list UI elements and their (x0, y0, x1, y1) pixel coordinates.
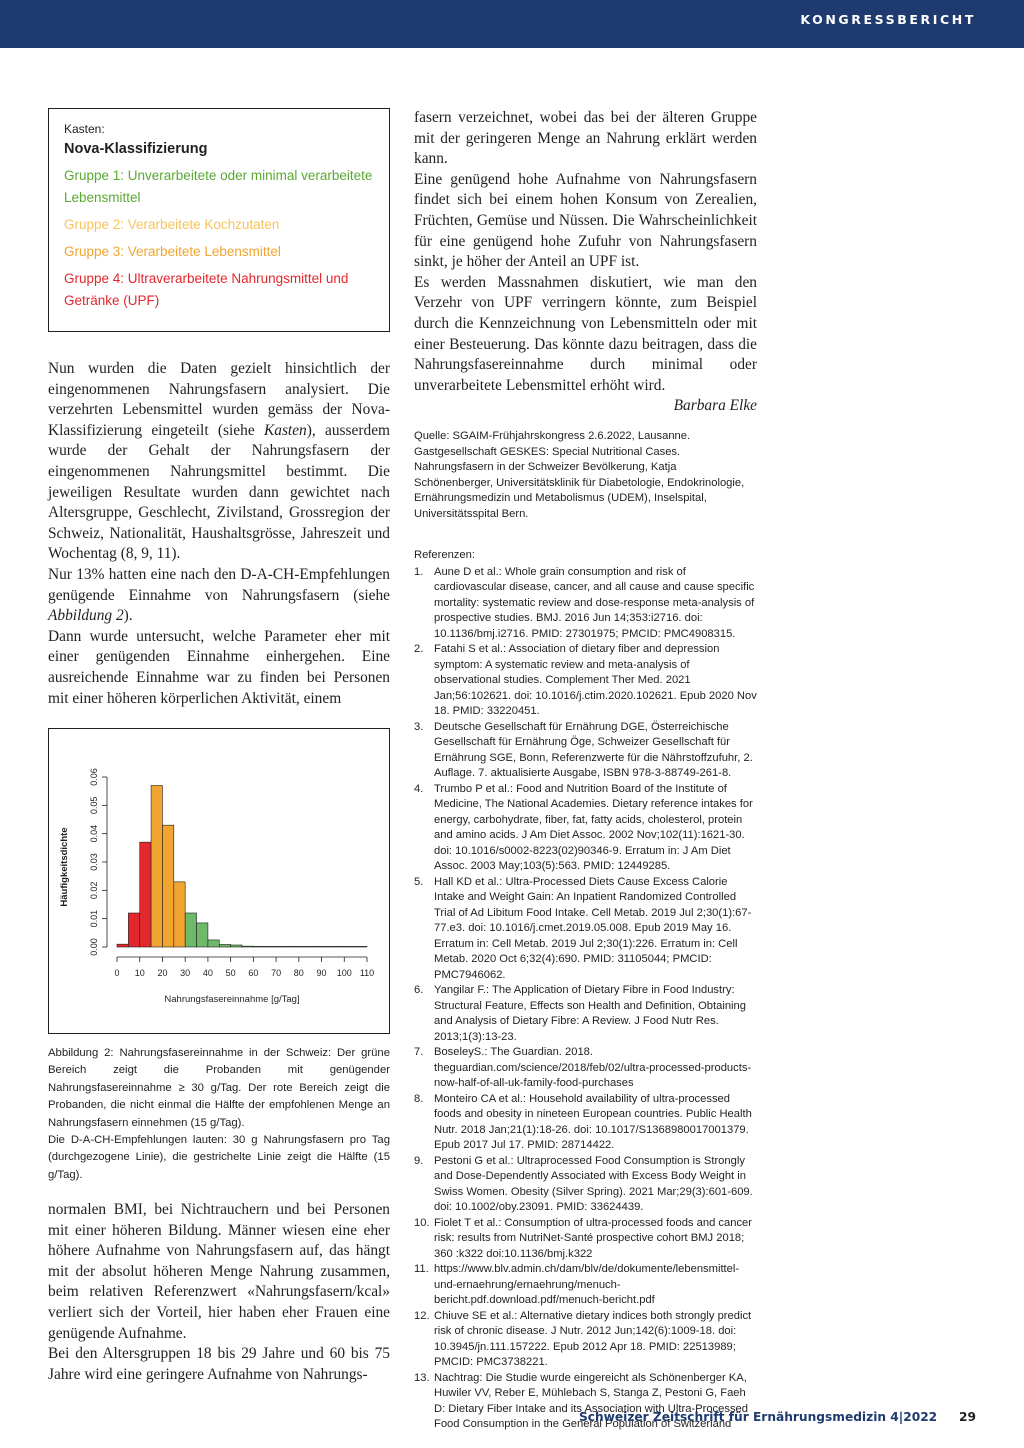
x-tick-label: 50 (225, 968, 236, 978)
x-tick-label: 30 (180, 968, 191, 978)
y-axis-title: Häufigkeitsdichte (59, 827, 70, 907)
reference-text: Nachtrag: Die Studie wurde eingereicht als Schönenberger KA, Huwiler VV, Reber E, Mühlebach S, Stanga Z, Pestoni G, Faeh D: Dietary Fiber Intake and its Association with Ultra-Processed Food Consumption in the General Population of Switzerland (434, 1371, 748, 1431)
x-tick-label: 0 (114, 968, 120, 978)
references-heading: Referenzen: (414, 549, 475, 562)
histogram-bar (276, 946, 287, 947)
reference-text: Deutsche Gesellschaft für Ernährung DGE, Österreichische Gesellschaft für Ernährung Öge, Schweizer Gesellschaft für Ernährung SGE, Bonn, Referenzwerte für die Nährstoffzufuhr, 2. Auflage. 7. aktualisierte Ausgabe, ISBN 978-3-88749-261-8. (434, 720, 753, 780)
histogram-bar (208, 940, 219, 947)
histogram-chart (49, 729, 389, 1033)
y-tick-label: 0.03 (89, 853, 99, 871)
histogram-bar (117, 944, 128, 947)
y-tick-label: 0.00 (89, 938, 99, 956)
reference-item (414, 1262, 757, 1309)
right-column (414, 108, 757, 1433)
histogram-bar (151, 786, 162, 948)
box-reference: Kasten (263, 421, 307, 439)
y-tick-label: 0.01 (89, 909, 99, 928)
y-tick-label: 0.06 (89, 768, 99, 786)
histogram-bar (185, 913, 196, 947)
nova-group-2: Gruppe 2: Verarbeitete Kochzutaten (64, 217, 280, 232)
reference-item (414, 1216, 757, 1263)
reference-number: 11. (414, 1263, 429, 1276)
histogram-bar (265, 946, 276, 947)
histogram-bar (310, 946, 321, 947)
paragraph: Nun wurden die Daten gezielt hinsichtlich der eingenommenen Nahrungsfasern analysiert. Die verzehrten Lebensmittel wurden gemäss der Nova-Klassifizierung eingeteilt (siehe Kasten), ausserdem wurde der Gehalt der Nahrungsfasern der eingenommenen Nahrungsmittel bestimmt. Die jeweiligen Resultate wurden dann gewichtet nach Altersgruppe, Geschlecht, Zivilstand, Grossregion der Schweiz, Nationalität, Haushaltsgrösse, Jahreszeit und Wochentag (8, 9, 11). (48, 360, 390, 563)
box-title: Nova-Klassifizierung (64, 141, 208, 157)
histogram-bar (162, 825, 173, 947)
right-body-text (414, 108, 757, 417)
histogram-bar (174, 882, 185, 947)
paragraph: Nur 13% hatten eine nach den D-A-CH-Empfehlungen genügende Einnahme von Nahrungsfasern (siehe Abbildung 2). (48, 565, 390, 625)
reference-item (414, 875, 757, 984)
nova-info-box (48, 108, 390, 332)
nova-group-4: Gruppe 4: Ultraverarbeitete Nahrungsmittel und Getränke (UPF) (64, 271, 349, 308)
reference-number: 12. (414, 1309, 430, 1322)
reference-number: 7. (414, 1046, 424, 1059)
reference-item (414, 642, 757, 720)
reference-number: 10. (414, 1216, 430, 1229)
reference-number: 9. (414, 1154, 424, 1167)
nova-group-3: Gruppe 3: Verarbeitete Lebensmittel (64, 244, 281, 259)
x-tick-label: 40 (202, 968, 213, 978)
reference-number: 5. (414, 875, 424, 888)
reference-text: Fiolet T et al.: Consumption of ultra-processed foods and cancer risk: results from NutriNet-Santé prospective cohort BMJ 2018; 360 :k322 doi:10.1136/bmj.k322 (434, 1216, 752, 1260)
journal-name: Schweizer Zeitschrift für Ernährungsmedizin 4|2022 (578, 1410, 938, 1424)
histogram-bar (287, 946, 298, 947)
figure-caption-text: Abbildung 2: Nahrungsfasereinnahme in der Schweiz: Der grüne Bereich zeigt die Probanden mit genügender Nahrungsfasereinnahme ≥ 30 g/Tag. Der rote Bereich zeigt die Probanden, die nicht einmal die Hälfte der empfohlenen Menge an Nahrungsfasern einnehmen (15 g/Tag). (48, 1047, 390, 1129)
header-bar (0, 0, 1024, 48)
figure-reference: Abbildung 2 (48, 607, 124, 625)
histogram-bar (128, 913, 139, 947)
reference-number: 6. (414, 984, 424, 997)
box-caption: Kasten: (64, 122, 105, 136)
x-tick-label: 70 (271, 968, 282, 978)
reference-text: https://www.blv.admin.ch/dam/blv/de/dokumente/lebensmittel-und-ernaehrung/ernaehrung/menuch-bericht.pdf.download.pdf/menuch-bericht.pdf (434, 1263, 740, 1307)
reference-number: 4. (414, 782, 424, 795)
left-column (48, 108, 390, 711)
histogram-figure (48, 728, 390, 1034)
reference-text: BoseleyS.: The Guardian. 2018. theguardian.com/science/2018/feb/02/ultra-processed-products-now-half-of-all-uk-family-food-purchases (434, 1046, 752, 1090)
left-body-text-top (48, 359, 390, 711)
paragraph: fasern verzeichnet, wobei das bei der älteren Gruppe mit der geringeren Menge an Nahrung erklärt werden kann. (414, 109, 757, 168)
histogram-bar (253, 946, 264, 947)
figure-caption (48, 1045, 390, 1184)
histogram-bar (231, 945, 242, 947)
reference-item (414, 1309, 757, 1371)
paragraph: normalen BMI, bei Nichtrauchern und bei Personen mit einer höheren Bildung. Männer wiesen eine eher höhere Aufnahme von Nahrungsfasern auf, das hängt mit der absolut höheren Menge Nahrung zusammen, beim relativen Referenzwert «Nahrungsfasern/kcal» verliert sich der Vorteil, hier haben eher Frauen eine genügende Aufnahme. (48, 1201, 390, 1342)
histogram-bar (333, 946, 344, 947)
histogram-bar (242, 946, 253, 947)
x-tick-label: 10 (134, 968, 145, 978)
x-tick-label: 90 (316, 968, 327, 978)
nova-group-list (64, 165, 374, 312)
section-label: KONGRESSBERICHT (800, 12, 976, 27)
x-tick-label: 20 (157, 968, 168, 978)
reference-item (414, 782, 757, 875)
y-tick-label: 0.04 (89, 824, 99, 843)
reference-item (414, 1092, 757, 1154)
reference-list (414, 548, 757, 1433)
reference-number: 8. (414, 1092, 424, 1105)
reference-item (414, 983, 757, 1045)
y-tick-label: 0.02 (89, 881, 99, 900)
histogram-bar (219, 944, 230, 947)
reference-number: 1. (414, 565, 424, 578)
source-note: Quelle: SGAIM-Frühjahrskongress 2.6.2022, Lausanne. Gastgesellschaft GESKES: Special Nutritional Cases. Nahrungsfasern in der Schweizer Bevölkerung, Katja Schönenberger, Universitätsklinik für Diabetologie, Endokrinologie, Ernährungsmedizin und Metabolismus (UDEM), Inselspital, Universitätsspital Bern. (414, 429, 745, 520)
author-signature: Barbara Elke (673, 397, 757, 415)
reference-item (414, 1154, 757, 1216)
histogram-bar (344, 946, 355, 947)
reference-text: Pestoni G et al.: Ultraprocessed Food Consumption is Strongly and Dose-Dependently Associated with Excess Body Weight in Swiss Women. Obesity (Silver Spring). 2021 Mar;29(3):601-609. doi: 10.1002/oby.23091. PMID: 33624439. (434, 1154, 753, 1214)
histogram-bar (140, 842, 151, 947)
histogram-bar (356, 946, 367, 947)
x-tick-label: 100 (336, 968, 352, 978)
y-tick-label: 0.05 (89, 796, 99, 815)
reference-text: Fatahi S et al.: Association of dietary fiber and depression symptom: A systematic review and meta-analysis of observational studies. Complement Ther Med. 2021 Jan;56:102621. doi: 10.1016/j.ctim.2020.102621. Epub 2020 Nov 18. PMID: 33220451. (434, 643, 757, 718)
figure-caption-text: Die D-A-CH-Empfehlungen lauten: 30 g Nahrungsfasern pro Tag (durchgezogene Linie), die gestrichelte Linie zeigt die Hälfte (15 g/Tag). (48, 1134, 390, 1181)
reference-text: Aune D et al.: Whole grain consumption and risk of cardiovascular disease, cancer, and all cause and cause specific mortality: systematic review and dose-response meta-analysis of prospective studies. BMJ. 2016 Jun 14;353:i2716. doi: 10.1136/bmj.i2716. PMID: 27301975; PMCID: PMC4908315. (434, 565, 755, 640)
histogram-bar (299, 946, 310, 947)
x-tick-label: 110 (359, 968, 375, 978)
nova-group-1: Gruppe 1: Unverarbeitete oder minimal verarbeitete Lebensmittel (64, 168, 373, 205)
reference-text: Monteiro CA et al.: Household availability of ultra-processed foods and obesity in nineteen European countries. Public Health Nutr. 2018 Jan;21(1):18-26. doi: 10.1017/S1368980017001379. Epub 2017 Jul 17. PMID: 28714422. (434, 1092, 752, 1152)
reference-number: 3. (414, 720, 424, 733)
paragraph: Bei den Altersgruppen 18 bis 29 Jahre und 60 bis 75 Jahre wird eine geringere Aufnahme von Nahrungs- (48, 1345, 390, 1383)
reference-text: Hall KD et al.: Ultra-Processed Diets Cause Excess Calorie Intake and Weight Gain: An Inpatient Randomized Controlled Trial of Ad Libitum Food Intake. Cell Metab. 2019 Jul 2;30(1):67-77.e3. doi: 10.1016/j.cmet.2019.05.008. Epub 2019 May 16. Erratum in: Cell Metab. 2019 Jul 2;30(1):226. Erratum in: Cell Metab. 2020 Oct 6;32(4):690. PMID: 31105044; PMCID: PMC7946062. (434, 875, 752, 981)
x-axis-title: Nahrungsfasereinnahme [g/Tag] (164, 994, 300, 1005)
histogram-bar (322, 946, 333, 947)
reference-text: Yangilar F.: The Application of Dietary Fibre in Food Industry: Structural Feature, Effects son Health and Definition, Obtaining and Analysis of Dietary Fibre: A Review. J Food Nutr Res. 2013;1(3):13-23. (434, 984, 746, 1043)
paragraph: Es werden Massnahmen diskutiert, wie man den Verzehr von UPF verringern könnte, zum Beispiel durch die Kennzeichnung von Lebensmitteln oder mit einer Besteuerung. Das könnte dazu beitragen, dass die Nahrungsfasereinnahme durch minimal oder unverarbeitete Lebensmittel erhöht wird. (414, 273, 757, 394)
reference-text: Chiuve SE et al.: Alternative dietary indices both strongly predict risk of chronic disease. J Nutr. 2012 Jun;142(6):1009-18. doi: 10.3945/jn.111.157222. Epub 2012 Apr 18. PMID: 22513989; PMCID: PMC3738221. (434, 1309, 752, 1369)
paragraph: Eine genügend hohe Aufnahme von Nahrungsfasern findet sich bei einem hohen Konsum von Zerealien, Früchten, Gemüse und Nüssen. Die Wahrscheinlichkeit für eine genügend hohe Zufuhr von Nahrungsfasern sinkt, je höher der Anteil an UPF ist. (414, 170, 757, 271)
x-tick-label: 60 (248, 968, 259, 978)
reference-item (414, 1045, 757, 1092)
reference-text: Trumbo P et al.: Food and Nutrition Board of the Institute of Medicine, The National Academies. Dietary reference intakes for energy, carbohydrate, fiber, fat, fatty acids, cholesterol, protein and amino acids. J Am Diet Assoc. 2002 Nov;102(11):1621-30. doi: 10.1016/s0002-8223(02)90346-9. Erratum in: J Am Diet Assoc. 2003 May;103(5):563. PMID: 12449285. (434, 782, 753, 873)
reference-item (414, 565, 757, 643)
paragraph: Dann wurde untersucht, welche Parameter eher mit einer genügenden Einnahme einhergehen. Eine ausreichende Einnahme war zu finden bei Personen mit einer höheren körperlichen Aktivität, einem (48, 627, 390, 707)
reference-number: 2. (414, 643, 424, 656)
page-footer (579, 1410, 976, 1424)
page-number: 29 (959, 1410, 976, 1424)
histogram-bar (197, 923, 208, 947)
reference-item (414, 720, 757, 782)
reference-number: 13. (414, 1371, 430, 1384)
left-body-text-bottom (48, 1200, 390, 1385)
x-tick-label: 80 (293, 968, 304, 978)
